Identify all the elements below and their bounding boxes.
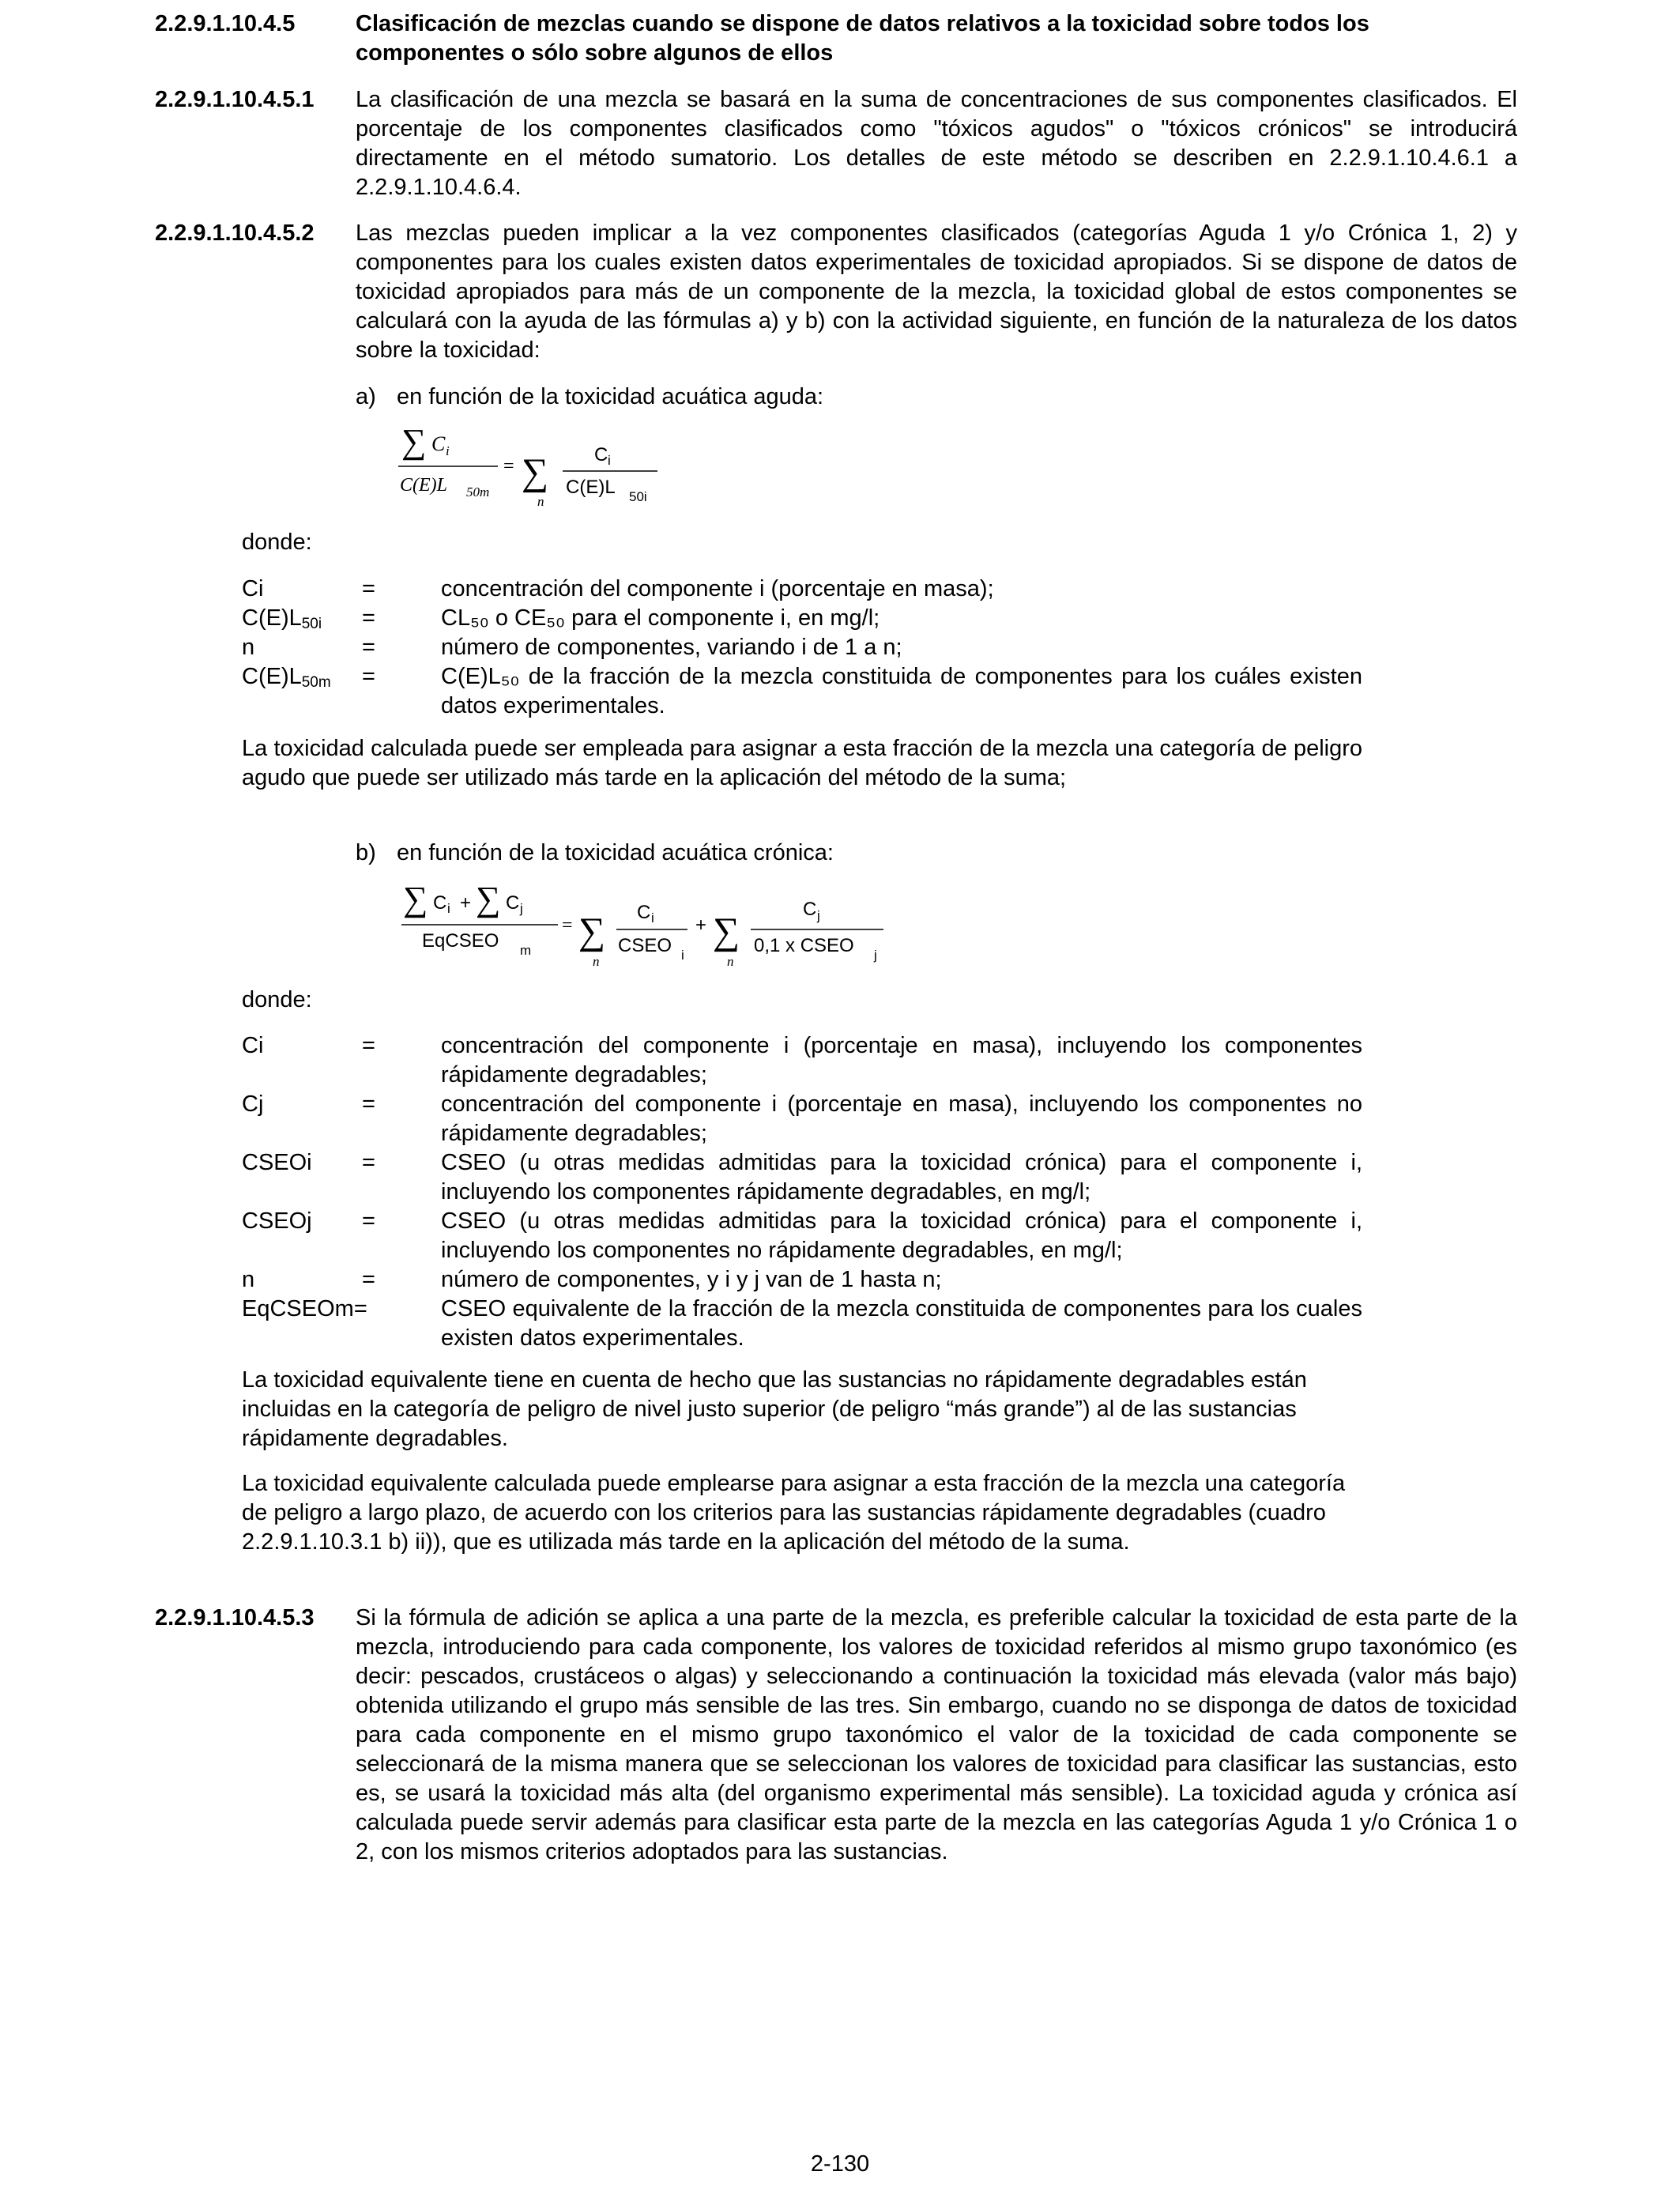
definition-symbol: n (242, 1267, 255, 1292)
definition-text: CSEO equivalente de la fracción de la mezcla constituida de componentes para los cuales existen datos experimentales. (441, 1296, 1362, 1351)
formula-text: m (520, 943, 532, 958)
definition-symbol: CSEOi (242, 1150, 312, 1175)
formula-text: i (681, 948, 684, 963)
note-paragraph: La toxicidad equivalente tiene en cuenta de hecho que las sustancias no rápidamente degradables están incluidas en la categoría de peligro de nivel justo superior (de peligro “más grande”) al de las sustancias rápidamente degradables. (242, 1367, 1307, 1451)
formula-chronic-toxicity (400, 879, 906, 974)
formula-text: i (447, 901, 450, 916)
section-paragraph: Las mezclas pueden implicar a la vez componentes clasificados (categorías Aguda 1 y/o Crónica 1, 2) y componentes para los cuales existen datos experimentales de toxicidad apropiados. Si se dispone de datos de toxicidad apropiados para más de un componente de la mezcla, la toxicidad global de estos componentes se calculará con la ayuda de las fórmulas a) y b) con la actividad siguiente, en función de la naturaleza de los datos sobre la toxicidad: (356, 221, 1517, 363)
formula-text: CSEO (618, 935, 672, 956)
section-paragraph: Si la fórmula de adición se aplica a una parte de la mezcla, es preferible calcular la toxicidad de esta parte de la mezcla, introduciendo para cada componente, los valores de toxicidad referidos al mismo grupo taxonómico (es decir: pescados, crustáceos o algas) y seleccionando a continuación la toxicidad más elevada (valor más bajo) obtenida utilizando el grupo más sensible de las tres. Sin embargo, cuando no se disponga de datos de toxicidad para cada componente en el mismo grupo taxonómico el valor de la toxicidad de cada componente se seleccionará de la misma manera que se seleccionan los valores de toxicidad para clasificar las sustancias, esto es, se usará la toxicidad más alta (del organismo experimental más sensible). La toxicidad aguda y crónica así calculada puede servir además para clasificar esta parte de la mezcla en las categorías Aguda 1 y/o Crónica 1 o 2, con los mismos criterios adoptados para las sustancias. (356, 1605, 1517, 1864)
list-label: b) (356, 840, 376, 865)
definition-text: CSEO (u otras medidas admitidas para la toxicidad crónica) para el componente i, incluyendo los componentes no rápidamente degradables, en mg/l; (441, 1208, 1362, 1263)
note-paragraph: La toxicidad equivalente calculada puede emplearse para asignar a esta fracción de la mezcla una categoría de peligro a largo plazo, de acuerdo con los criterios para las sustancias rápidamente degradables (cuadro 2.2.9.1.10.3.1 b) ii)), que es utilizada más tarde en la aplicación del método de la suma. (242, 1471, 1346, 1555)
definition-equals: = (362, 1033, 375, 1058)
definition-text: concentración del componente i (porcentaje en masa), incluyendo los componentes no rápidamente degradables; (441, 1091, 1362, 1146)
formula-text: i (608, 453, 611, 468)
definition-symbol: EqCSEOm= (242, 1296, 367, 1321)
definition-text: concentración del componente i (porcentaje en masa), incluyendo los componentes rápidamente degradables; (441, 1033, 1362, 1088)
section-heading: Clasificación de mezclas cuando se dispone de datos relativos a la toxicidad sobre todos los componentes o sólo sobre algunos de ellos (356, 11, 1369, 66)
definition-symbol: Cj (242, 1091, 264, 1117)
definition-equals: = (362, 576, 375, 601)
definition-text: número de componentes, variando i de 1 a n; (441, 635, 902, 660)
definition-equals: = (362, 635, 375, 660)
definition-text: concentración del componente i (porcentaje en masa); (441, 576, 994, 601)
section-number: 2.2.9.1.10.4.5 (155, 11, 296, 36)
formula-text: j (520, 901, 523, 916)
definition-text: número de componentes, y i y j van de 1 hasta n; (441, 1267, 942, 1292)
donde-label: donde: (242, 987, 312, 1012)
definition-symbol: $C(E)L_{50i}$ (242, 605, 322, 632)
formula-acute-toxicity (395, 427, 680, 514)
formula-text: j (817, 908, 820, 923)
formula-text: = (503, 456, 514, 477)
formula-text: C (803, 899, 817, 920)
section-number: 2.2.9.1.10.4.5.2 (155, 221, 315, 246)
formula-text: n (727, 954, 734, 969)
formula-text: + (460, 892, 472, 914)
section-paragraph: La clasificación de una mezcla se basará en la suma de concentraciones de sus componentes clasificados. El porcentaje de los componentes clasificados como "tóxicos agudos" o "tóxicos crónicos" se introducirá directamente en el método sumatorio. Los detalles de este método se describen en 2.2.9.1.10.4.6.1 a 2.2.9.1.10.4.6.4. (356, 87, 1517, 200)
definition-equals: = (362, 1208, 375, 1234)
definition-symbol: Ci (242, 576, 264, 601)
definition-row (242, 633, 1362, 662)
definitions-list-b (242, 1031, 1362, 1353)
definition-text: CSEO (u otras medidas admitidas para la toxicidad crónica) para el componente i, incluyendo los componentes rápidamente degradables, en mg/l; (441, 1150, 1362, 1204)
definition-row (242, 1031, 1362, 1090)
formula-text: C (431, 432, 446, 455)
sigma-symbol: ∑ (401, 427, 427, 461)
formula-text: n (593, 954, 600, 969)
definition-symbol: n (242, 635, 255, 660)
formula-text: 0,1 x CSEO (754, 935, 854, 956)
sigma-symbol: ∑ (476, 880, 501, 918)
definition-equals: = (362, 1267, 375, 1292)
formula-text: C (506, 892, 520, 914)
definition-row (242, 1265, 1362, 1295)
page-number: 2-130 (810, 2151, 870, 2177)
definition-row (242, 662, 1362, 721)
sigma-symbol: ∑ (713, 910, 740, 952)
note-paragraph: La toxicidad calculada puede ser empleada para asignar a esta fracción de la mezcla una categoría de peligro agudo que puede ser utilizado más tarde en la aplicación del método de la suma; (242, 736, 1362, 790)
formula-text: C (433, 892, 447, 914)
definition-symbol: CSEOj (242, 1208, 312, 1234)
formula-text: n (537, 494, 544, 509)
formula-text: 50m (466, 484, 490, 499)
sigma-symbol: ∑ (522, 451, 549, 493)
definition-equals: = (362, 664, 375, 689)
formula-text: C(E)L (566, 477, 616, 498)
definition-row (242, 604, 1362, 633)
formula-text: = (562, 915, 573, 936)
definition-equals: = (362, 1150, 375, 1175)
formula-text: C (594, 444, 608, 466)
definition-symbol: Ci (242, 1033, 264, 1058)
sigma-symbol: ∑ (403, 880, 428, 918)
definition-text: CL₅₀ o CE₅₀ para el componente i, en mg/l; (441, 605, 880, 631)
formula-text: i (446, 443, 450, 458)
formula-text: EqCSEO (422, 930, 499, 952)
formula-text: i (651, 910, 654, 925)
donde-label: donde: (242, 530, 312, 555)
formula-text: C(E)L (400, 475, 447, 496)
list-text: en función de la toxicidad acuática aguda: (397, 384, 824, 409)
definition-text: C(E)L₅₀ de la fracción de la mezcla constituida de componentes para los cuáles existen datos experimentales. (441, 664, 1362, 718)
list-text: en función de la toxicidad acuática crónica: (397, 840, 834, 865)
formula-text: 50i (629, 489, 647, 504)
definition-row (242, 1295, 1362, 1353)
formula-text: j (874, 948, 877, 963)
definition-symbol: $C(E)L_{50m}$ (242, 664, 331, 691)
definition-row (242, 575, 1362, 604)
definition-row (242, 1090, 1362, 1148)
definitions-list-a (242, 575, 1362, 721)
definition-equals: = (362, 1091, 375, 1117)
sigma-symbol: ∑ (578, 910, 606, 952)
definition-row (242, 1207, 1362, 1265)
formula-text: + (695, 914, 707, 936)
list-label: a) (356, 384, 376, 409)
section-number: 2.2.9.1.10.4.5.3 (155, 1605, 315, 1630)
section-number: 2.2.9.1.10.4.5.1 (155, 87, 315, 112)
definition-equals: = (362, 605, 375, 631)
definition-row (242, 1148, 1362, 1207)
formula-text: C (637, 902, 651, 923)
